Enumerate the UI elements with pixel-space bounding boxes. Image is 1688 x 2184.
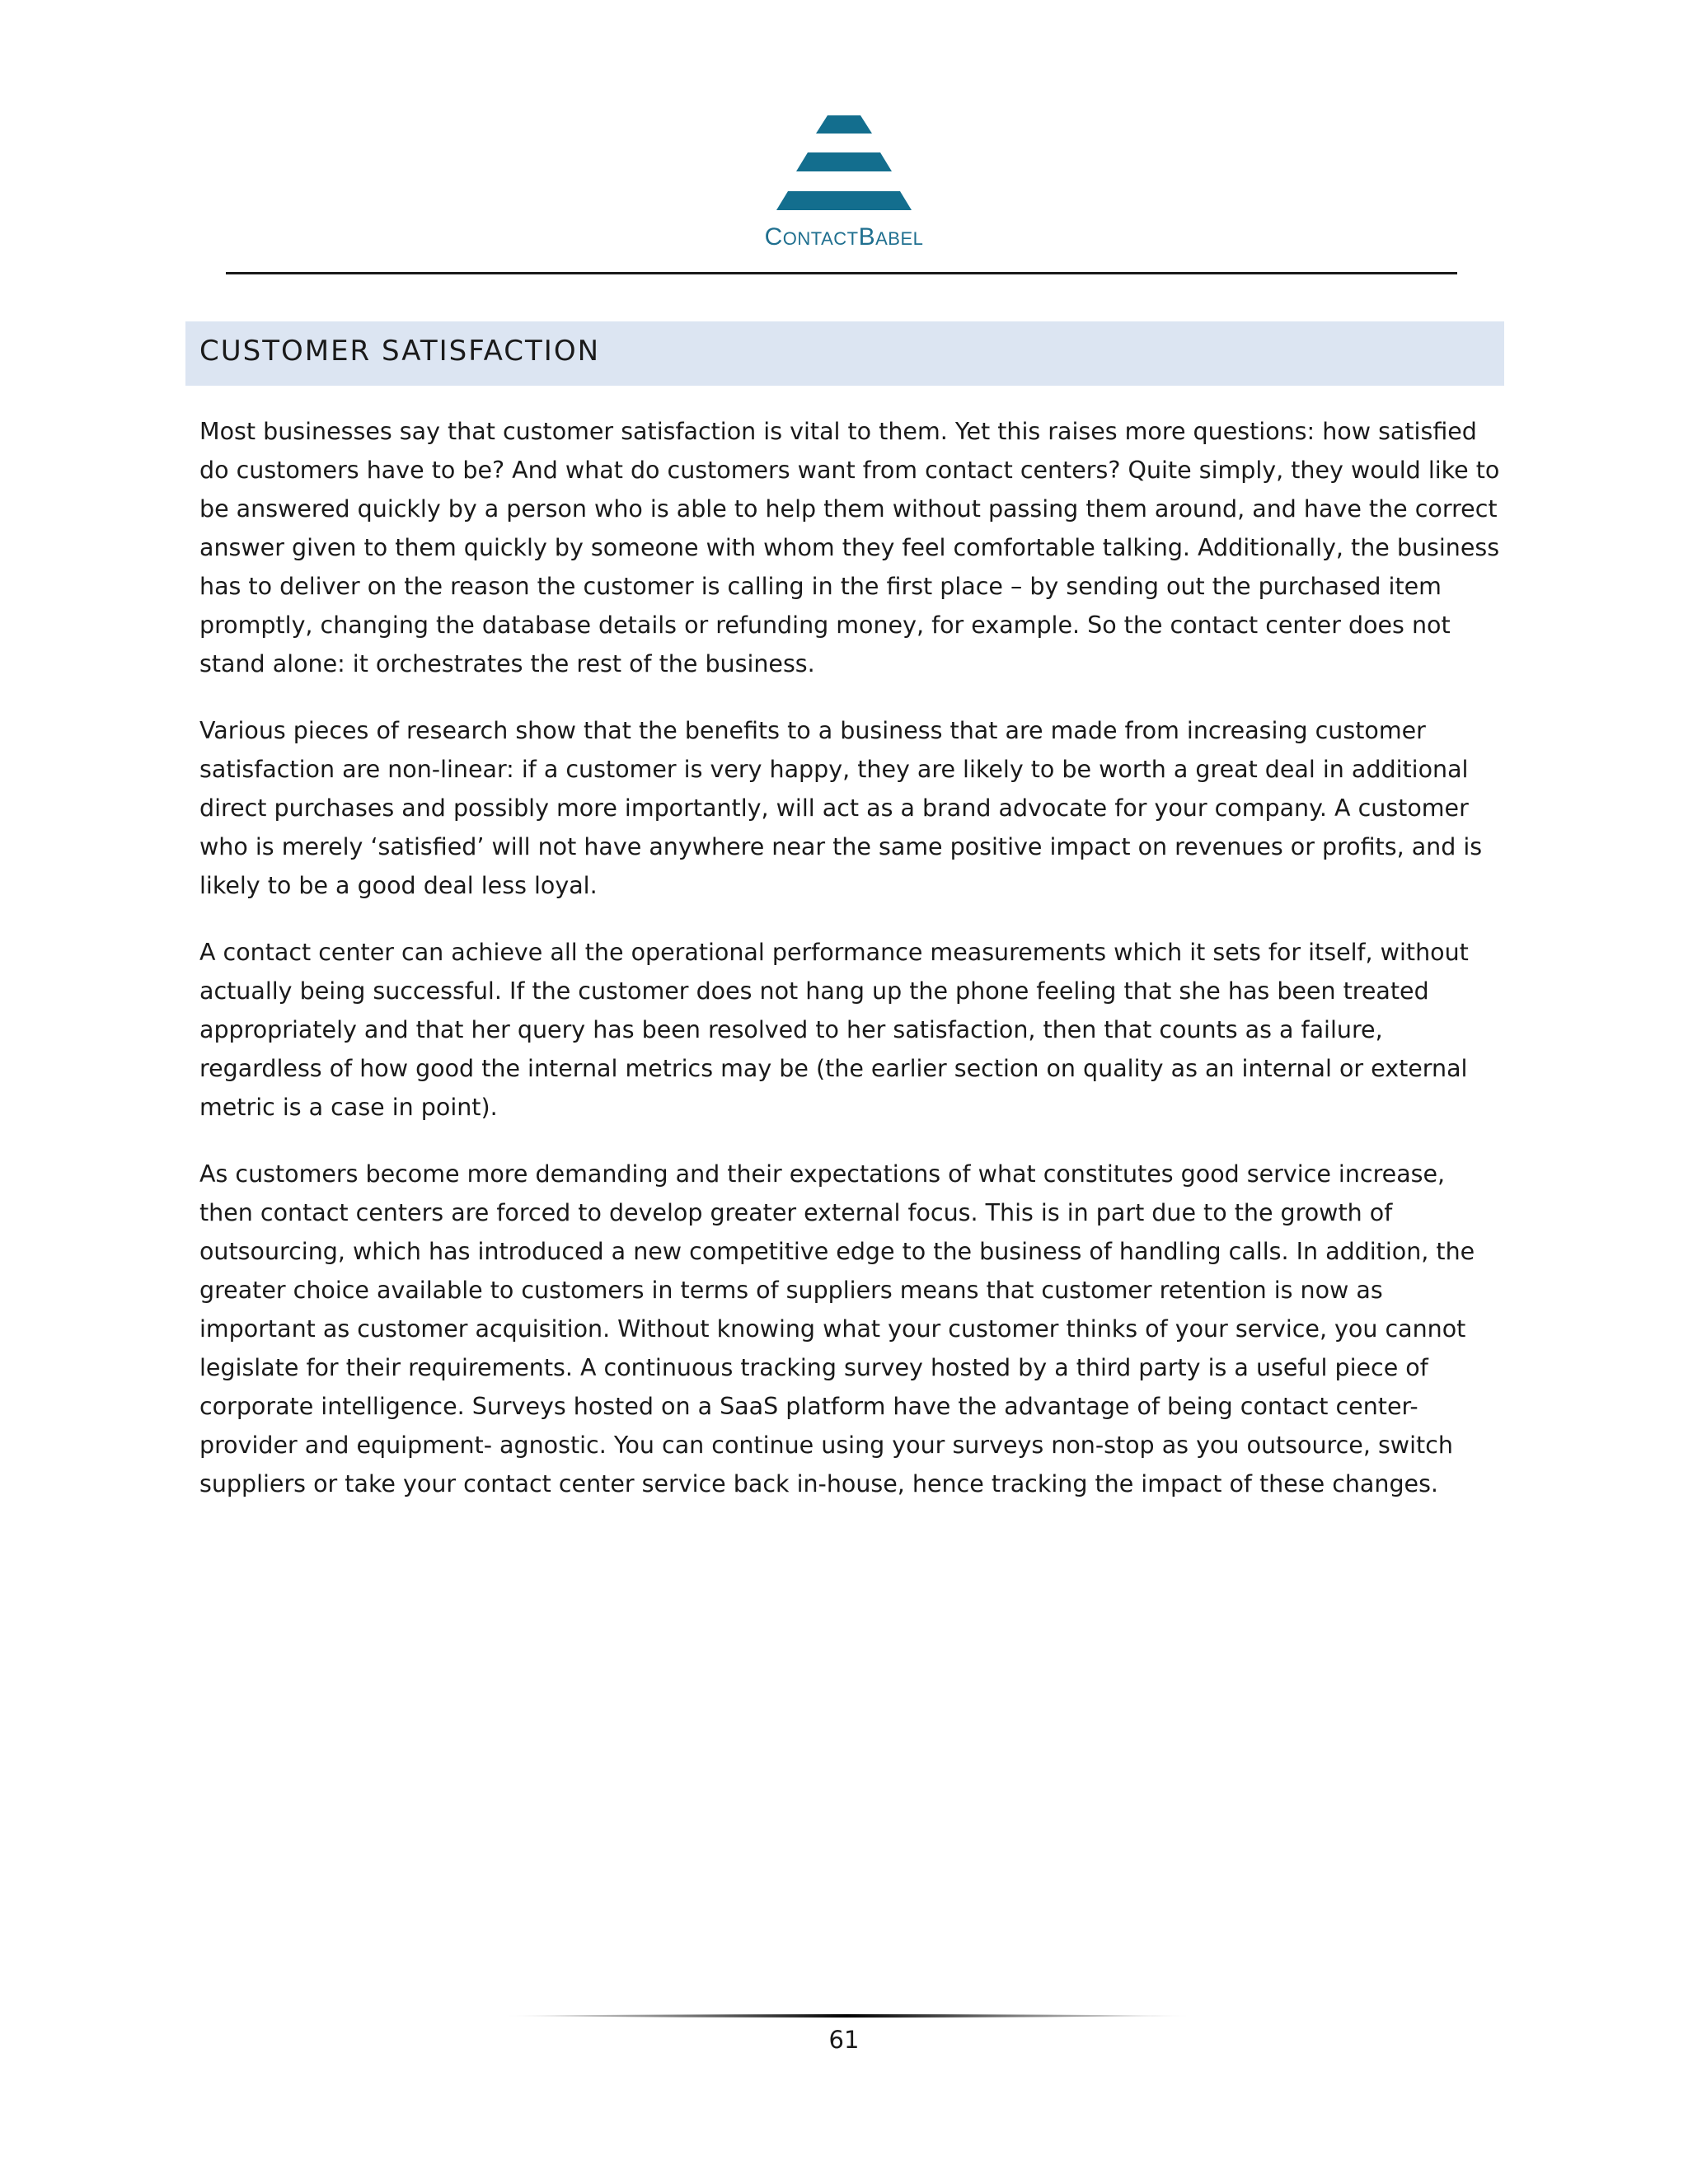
paragraph-3: A contact center can achieve all the operational performance measurements which it sets for itself, without actually being successful. If the customer does not hang up the phone feeling that she has been treated appropriately and that her query has been resolved to her satisfaction, then that counts as a failure, regardless of how good the internal metrics may be (the earlier section on quality as an internal or external metric is a case in point). — [199, 939, 1469, 1121]
header-divider — [226, 272, 1457, 274]
paragraph-1: Most businesses say that customer satisfaction is vital to them. Yet this raises more questions: how satisfied do customers have to be? And what do customers want from contact centers? Quite simply, they would like to be answered quickly by a person who is able to help them without passing them around, and have the correct answer given to them quickly by someone with whom they feel comfortable talking. Additionally, the business has to deliver on the reason the customer is calling in the first place – by sending out the purchased item promptly, changing the database details or refunding money, for example. So the contact center does not stand alone: it orchestrates the rest of the business. — [199, 418, 1500, 677]
contactbabel-logo — [0, 115, 1688, 255]
footer-divider — [503, 2013, 1192, 2018]
paragraph-4: As customers become more demanding and their expectations of what constitutes good service increase, then contact centers are forced to develop greater external focus. This is in part due to the growth of outsourcing, which has introduced a new competitive edge to the business of handling calls. In addition, the greater choice available to customers in terms of suppliers means that customer retention is now as important as customer acquisition. Without knowing what your customer thinks of your service, you cannot legislate for their requirements. A continuous tracking survey hosted by a third party is a useful piece of corporate intelligence. Surveys hosted on a SaaS platform have the advantage of being contact center-provider and equipment- agnostic. You can continue using your surveys non-stop as you outsource, switch suppliers or take your contact center service back in-house, hence tracking the impact of these changes. — [199, 1160, 1475, 1497]
page-number: 61 — [828, 2026, 860, 2054]
paragraph-2: Various pieces of research show that the benefits to a business that are made from increasing customer satisfaction are non-linear: if a customer is very happy, they are likely to be worth a great deal in additional direct purchases and possibly more importantly, will act as a brand advocate for your company. A customer who is merely ‘satisfied’ will not have anywhere near the same positive impact on revenues or profits, and is likely to be a good deal less loyal. — [199, 717, 1483, 899]
logo-wordmark: CONTACTBABEL — [764, 223, 924, 251]
section-title: CUSTOMER SATISFACTION — [199, 335, 601, 368]
body-text — [199, 412, 1500, 1531]
section-heading-bar — [185, 321, 1504, 386]
pyramid-logo-icon — [742, 115, 946, 218]
